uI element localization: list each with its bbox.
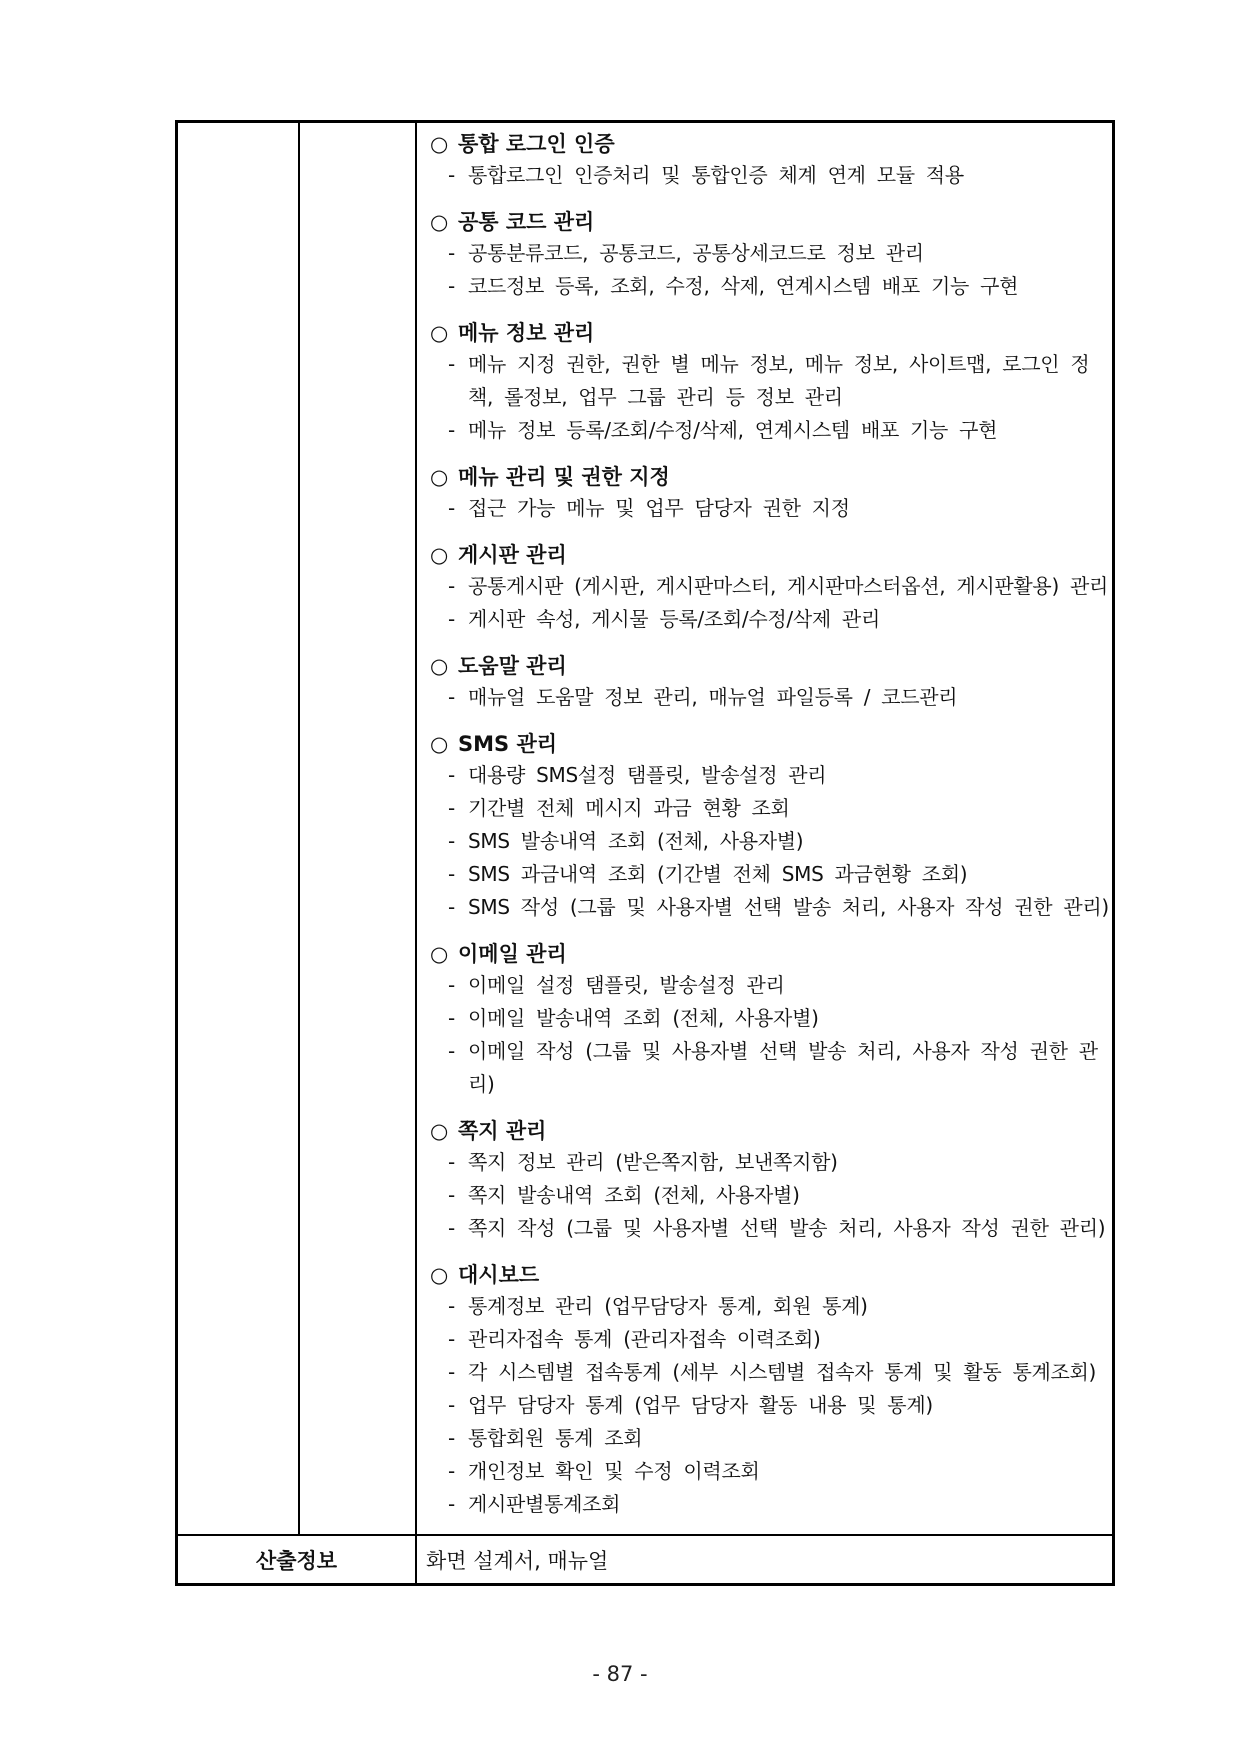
section-block <box>430 729 1110 924</box>
section-block <box>430 207 1110 303</box>
list-item <box>430 825 1110 858</box>
dash-bullet-icon: - <box>448 1150 455 1174</box>
circle-bullet-icon: ○ <box>430 321 449 345</box>
dash-bullet-icon: - <box>448 1393 455 1417</box>
list-item-text: 통합로그인 인증처리 및 통합인증 체계 연계 모듈 적용 <box>468 163 964 187</box>
section-title: 대시보드 <box>458 1263 540 1287</box>
circle-bullet-icon: ○ <box>430 465 449 489</box>
dash-bullet-icon: - <box>448 1459 455 1483</box>
circle-bullet-icon: ○ <box>430 1263 449 1287</box>
dash-bullet-icon: - <box>448 1327 455 1351</box>
dash-bullet-icon: - <box>448 496 455 520</box>
section-block <box>430 462 1110 525</box>
dash-bullet-icon: - <box>448 973 455 997</box>
dash-bullet-icon: - <box>448 607 455 631</box>
list-item <box>430 1035 1110 1101</box>
list-item-text: 각 시스템별 접속통계 (세부 시스템별 접속자 통계 및 활동 통계조회) <box>468 1360 1097 1384</box>
section-heading <box>430 540 1110 570</box>
circle-bullet-icon: ○ <box>430 543 449 567</box>
list-item-text: 게시판 속성, 게시물 등록/조회/수정/삭제 관리 <box>468 607 880 631</box>
section-item-list <box>430 159 1110 192</box>
list-item-text: SMS 과금내역 조회 (기간별 전체 SMS 과금현황 조회) <box>468 862 968 886</box>
circle-bullet-icon: ○ <box>430 942 449 966</box>
dash-bullet-icon: - <box>448 763 455 787</box>
list-item-text: 공통게시판 (게시판, 게시판마스터, 게시판마스터옵션, 게시판활용) 관리 <box>468 574 1109 598</box>
section-heading <box>430 939 1110 969</box>
list-item-text: 게시판별통계조회 <box>468 1492 621 1516</box>
list-item-text: 코드정보 등록, 조회, 수정, 삭제, 연계시스템 배포 기능 구현 <box>468 274 1019 298</box>
section-heading <box>430 207 1110 237</box>
output-info-value: 화면 설계서, 매뉴얼 <box>426 1549 609 1573</box>
list-item <box>430 1356 1110 1389</box>
circle-bullet-icon: ○ <box>430 654 449 678</box>
list-item <box>430 570 1110 603</box>
page-number: - 87 - <box>592 1662 648 1686</box>
section-title: 쪽지 관리 <box>458 1119 547 1143</box>
list-item <box>430 1179 1110 1212</box>
section-heading <box>430 462 1110 492</box>
section-item-list <box>430 1290 1110 1521</box>
section-item-list <box>430 681 1110 714</box>
dash-bullet-icon: - <box>448 1294 455 1318</box>
list-item <box>430 1389 1110 1422</box>
section-block <box>430 651 1110 714</box>
section-heading <box>430 651 1110 681</box>
dash-bullet-icon: - <box>448 829 455 853</box>
dash-bullet-icon: - <box>448 274 455 298</box>
list-item <box>430 414 1110 447</box>
section-heading <box>430 1116 1110 1146</box>
list-item <box>430 237 1110 270</box>
list-item-text: 기간별 전체 메시지 과금 현황 조회 <box>468 796 790 820</box>
list-item <box>430 1488 1110 1521</box>
list-item <box>430 681 1110 714</box>
section-block <box>430 1260 1110 1521</box>
list-item <box>430 270 1110 303</box>
list-item <box>430 603 1110 636</box>
section-item-list <box>430 237 1110 303</box>
list-item-text: 개인정보 확인 및 수정 이력조회 <box>468 1459 760 1483</box>
dash-bullet-icon: - <box>448 1492 455 1516</box>
spec-table <box>175 120 1115 1586</box>
section-item-list <box>430 1146 1110 1245</box>
section-title: 이메일 관리 <box>458 942 567 966</box>
circle-bullet-icon: ○ <box>430 1119 449 1143</box>
section-title: 게시판 관리 <box>458 543 567 567</box>
list-item <box>430 891 1110 924</box>
list-item <box>430 1002 1110 1035</box>
list-item <box>430 159 1110 192</box>
circle-bullet-icon: ○ <box>430 210 449 234</box>
dash-bullet-icon: - <box>448 895 455 919</box>
list-item <box>430 1212 1110 1245</box>
column-divider <box>298 123 300 1534</box>
dash-bullet-icon: - <box>448 418 455 442</box>
section-title: 공통 코드 관리 <box>458 210 595 234</box>
section-block <box>430 129 1110 192</box>
list-item-text: 메뉴 정보 등록/조회/수정/삭제, 연계시스템 배포 기능 구현 <box>468 418 998 442</box>
list-item-text: 공통분류코드, 공통코드, 공통상세코드로 정보 관리 <box>468 241 924 265</box>
list-item <box>430 348 1110 414</box>
dash-bullet-icon: - <box>448 163 455 187</box>
list-item-text: 이메일 발송내역 조회 (전체, 사용자별) <box>468 1006 819 1030</box>
list-item-text: 이메일 작성 (그룹 및 사용자별 선택 발송 처리, 사용자 작성 권한 관리) <box>468 1039 1098 1096</box>
list-item <box>430 969 1110 1002</box>
list-item-text: 업무 담당자 통계 (업무 담당자 활동 내용 및 통계) <box>468 1393 933 1417</box>
section-block <box>430 540 1110 636</box>
section-title: 메뉴 정보 관리 <box>458 321 595 345</box>
section-title: 도움말 관리 <box>458 654 567 678</box>
dash-bullet-icon: - <box>448 1360 455 1384</box>
spec-content-cell <box>430 129 1110 1536</box>
section-item-list <box>430 492 1110 525</box>
section-heading <box>430 129 1110 159</box>
dash-bullet-icon: - <box>448 1006 455 1030</box>
dash-bullet-icon: - <box>448 1183 455 1207</box>
section-item-list <box>430 570 1110 636</box>
section-block <box>430 318 1110 447</box>
list-item-text: 접근 가능 메뉴 및 업무 담당자 권한 지정 <box>468 496 850 520</box>
list-item <box>430 1323 1110 1356</box>
dash-bullet-icon: - <box>448 1426 455 1450</box>
section-item-list <box>430 348 1110 447</box>
section-heading <box>430 729 1110 759</box>
list-item-text: 통계정보 관리 (업무담당자 통계, 회원 통계) <box>468 1294 868 1318</box>
list-item-text: 쪽지 발송내역 조회 (전체, 사용자별) <box>468 1183 800 1207</box>
list-item-text: 쪽지 정보 관리 (받은쪽지함, 보낸쪽지함) <box>468 1150 838 1174</box>
section-heading <box>430 318 1110 348</box>
dash-bullet-icon: - <box>448 685 455 709</box>
section-title: 메뉴 관리 및 권한 지정 <box>458 465 670 489</box>
list-item-text: 메뉴 지정 권한, 권한 별 메뉴 정보, 메뉴 정보, 사이트맵, 로그인 정책, 롤정보, 업무 그룹 관리 등 정보 관리 <box>468 352 1090 409</box>
column-divider <box>415 123 417 1583</box>
dash-bullet-icon: - <box>448 796 455 820</box>
list-item-text: SMS 작성 (그룹 및 사용자별 선택 발송 처리, 사용자 작성 권한 관리) <box>468 895 1109 919</box>
section-item-list <box>430 759 1110 924</box>
list-item <box>430 1422 1110 1455</box>
list-item-text: SMS 발송내역 조회 (전체, 사용자별) <box>468 829 804 853</box>
list-item-text: 관리자접속 통계 (관리자접속 이력조회) <box>468 1327 821 1351</box>
list-item <box>430 792 1110 825</box>
list-item-text: 매뉴얼 도움말 정보 관리, 매뉴얼 파일등록 / 코드관리 <box>468 685 958 709</box>
list-item <box>430 1146 1110 1179</box>
list-item <box>430 1290 1110 1323</box>
circle-bullet-icon: ○ <box>430 732 449 756</box>
section-block <box>430 939 1110 1101</box>
list-item-text: 이메일 설정 탬플릿, 발송설정 관리 <box>468 973 785 997</box>
list-item <box>430 1455 1110 1488</box>
section-title: SMS 관리 <box>458 732 558 756</box>
section-item-list <box>430 969 1110 1101</box>
list-item <box>430 858 1110 891</box>
section-block <box>430 1116 1110 1245</box>
list-item <box>430 492 1110 525</box>
circle-bullet-icon: ○ <box>430 132 449 156</box>
section-title: 통합 로그인 인증 <box>458 132 615 156</box>
section-heading <box>430 1260 1110 1290</box>
dash-bullet-icon: - <box>448 1216 455 1240</box>
dash-bullet-icon: - <box>448 1039 455 1063</box>
dash-bullet-icon: - <box>448 574 455 598</box>
dash-bullet-icon: - <box>448 862 455 886</box>
list-item-text: 통합회원 통계 조회 <box>468 1426 643 1450</box>
list-item-text: 대용량 SMS설정 탬플릿, 발송설정 관리 <box>468 763 827 787</box>
list-item <box>430 759 1110 792</box>
output-info-label: 산출정보 <box>255 1549 338 1573</box>
list-item-text: 쪽지 작성 (그룹 및 사용자별 선택 발송 처리, 사용자 작성 권한 관리) <box>468 1216 1106 1240</box>
dash-bullet-icon: - <box>448 241 455 265</box>
dash-bullet-icon: - <box>448 352 455 376</box>
